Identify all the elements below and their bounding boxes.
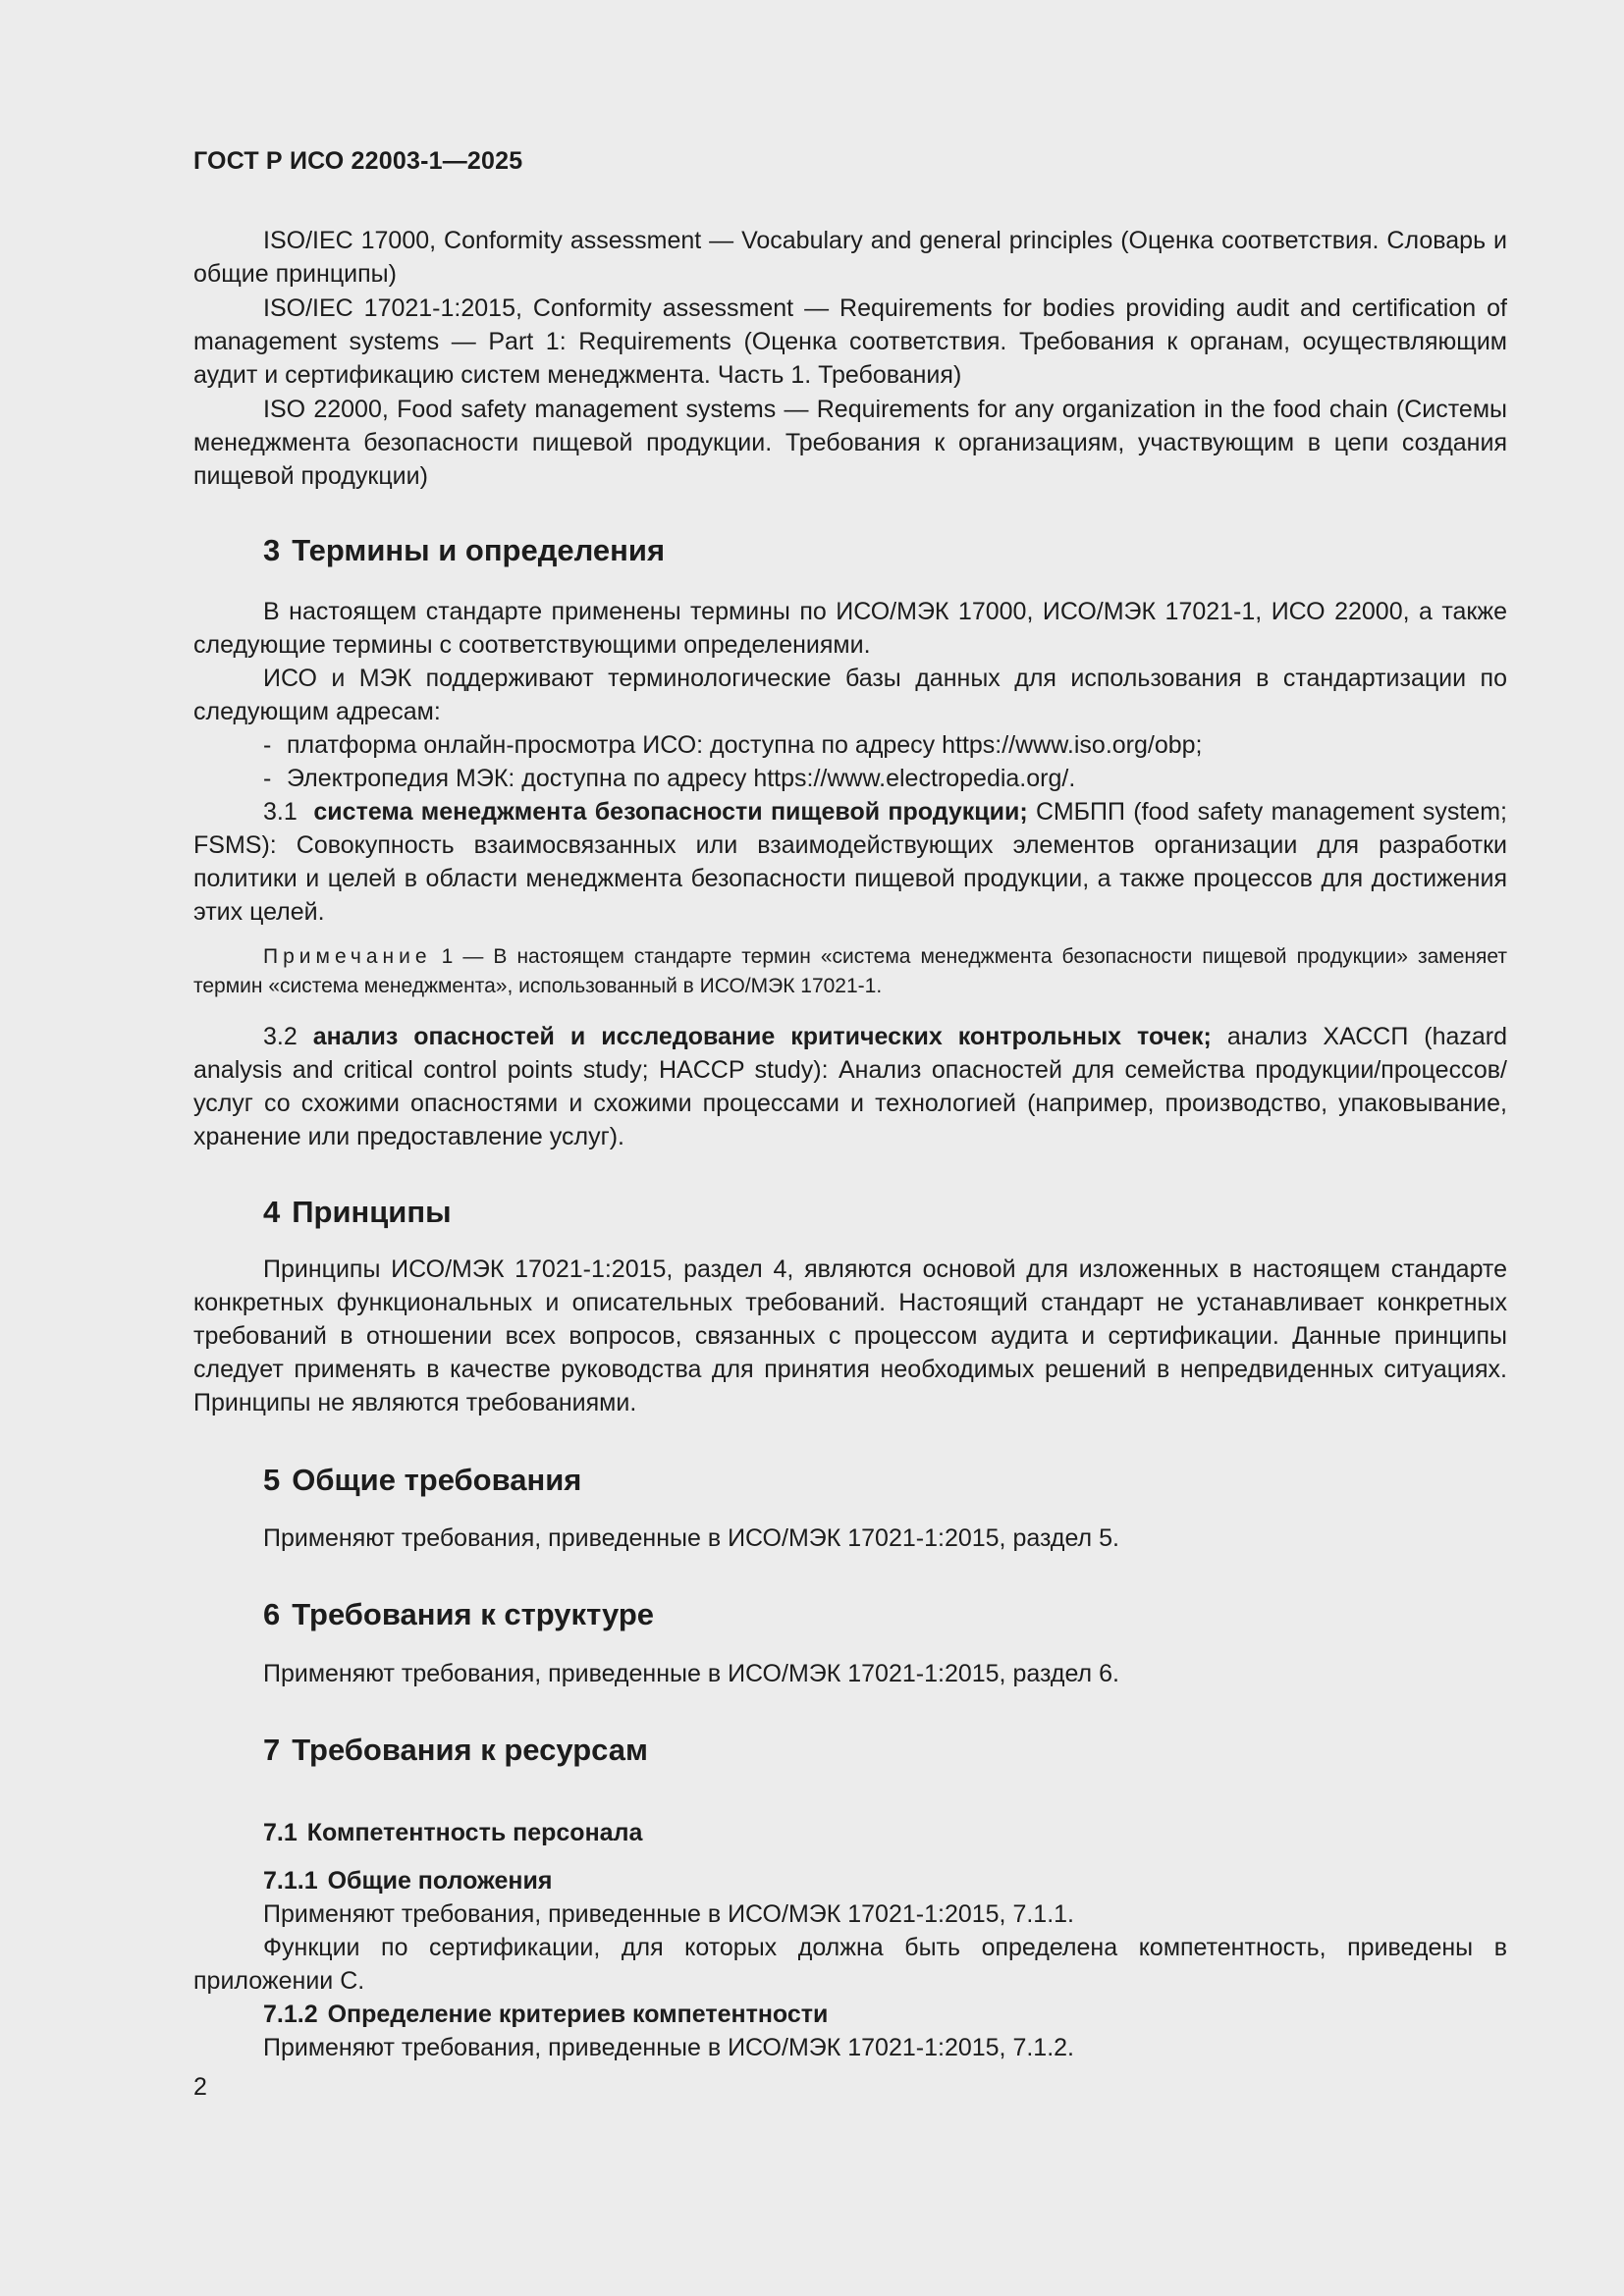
reference-item: ISO 22000, Food safety management systems — Requirements for any organization in the food chain (Системы менеджмента безопасности пищевой продукции. Требования к организациям, участвующим в цепи создания пищевой продукции)	[193, 396, 1507, 490]
list-item	[263, 728, 1507, 762]
term-definition	[193, 795, 1507, 929]
section-title: Термины и определения	[292, 533, 666, 567]
list-item-text: Электропедия МЭК: доступна по адресу https://www.electropedia.org/.	[287, 765, 1076, 792]
subsection-title: Общие положения	[327, 1867, 553, 1895]
term-definition-text: анализ ХАССП (hazard analysis and critical control points study; HACCP study): Анализ опасностей для семейства продукции/процессов/услуг со схожими опасностями и схожими процессами и технологией (например, производство, упаковывание, хранение или предоставление услуг).	[193, 1023, 1508, 1150]
term-definition	[193, 1020, 1507, 1153]
subsection-number: 7.1.1	[263, 1867, 318, 1895]
list-item-text: платформа онлайн-просмотра ИСО: доступна по адресу https://www.iso.org/obp;	[287, 731, 1203, 759]
section-number: 7	[263, 1733, 281, 1767]
subsection-heading	[263, 1816, 642, 1849]
paragraph: Применяют требования, приведенные в ИСО/МЭК 17021-1:2015, раздел 6.	[263, 1660, 1119, 1687]
subsection-title: Компетентность персонала	[306, 1819, 643, 1846]
section-title: Требования к ресурсам	[292, 1733, 648, 1767]
note-label: Примечание	[263, 945, 432, 968]
section-title: Принципы	[292, 1195, 452, 1229]
paragraph: Применяют требования, приведенные в ИСО/МЭК 17021-1:2015, 7.1.2.	[263, 2034, 1075, 2061]
bullet-dash: -	[263, 765, 272, 792]
section-heading	[263, 1461, 581, 1500]
note-text: 1 — В настоящем стандарте термин «система менеджмента безопасности пищевой продукции» заменяет термин «система менеджмента», использованный в ИСО/МЭК 17021-1.	[193, 945, 1507, 997]
section-number: 5	[263, 1463, 281, 1497]
term-number: 3.2	[263, 1023, 298, 1050]
subsection-number: 7.1.2	[263, 2001, 318, 2028]
section-number: 4	[263, 1195, 281, 1229]
document-header: ГОСТ Р ИСО 22003-1—2025	[193, 147, 523, 175]
paragraph: В настоящем стандарте применены термины по ИСО/МЭК 17000, ИСО/МЭК 17021-1, ИСО 22000, а также следующие термины с соответствующими определениями.	[193, 598, 1507, 659]
note	[193, 942, 1507, 1001]
section-heading	[263, 531, 665, 570]
section-number: 3	[263, 533, 281, 567]
subsection-heading	[263, 1864, 552, 1897]
reference-item: ISO/IEC 17000, Conformity assessment — Vocabulary and general principles (Оценка соответствия. Словарь и общие принципы)	[193, 227, 1507, 288]
subsection-number: 7.1	[263, 1819, 298, 1846]
page-number: 2	[193, 2073, 207, 2101]
subsection-heading	[263, 1998, 828, 2031]
paragraph: Функции по сертификации, для которых должна быть определена компетентность, приведены в приложении С.	[193, 1934, 1507, 1995]
subsection-title: Определение критериев компетентности	[327, 2001, 829, 2028]
section-heading	[263, 1193, 452, 1232]
bullet-dash: -	[263, 731, 272, 759]
section-heading	[263, 1595, 654, 1634]
term-definition-text: СМБПП (food safety management system; FSMS): Совокупность взаимосвязанных или взаимодействующих элементов организации для разработки политики и целей в области менеджмента безопасности пищевой продукции, а также процессов для достижения этих целей.	[193, 798, 1507, 926]
section-number: 6	[263, 1597, 281, 1631]
reference-item: ISO/IEC 17021-1:2015, Conformity assessment — Requirements for bodies providing audit and certification of management systems — Part 1: Requirements (Оценка соответствия. Требования к органам, осуществляющим аудит и сертификацию систем менеджмента. Часть 1. Требования)	[193, 294, 1507, 389]
term-name: анализ опасностей и исследование критических контрольных точек;	[312, 1023, 1212, 1050]
section-title: Общие требования	[292, 1463, 582, 1497]
paragraph: Принципы ИСО/МЭК 17021-1:2015, раздел 4, являются основой для изложенных в настоящем стандарте конкретных функциональных и описательных требований. Настоящий стандарт не устанавливает конкретных требований в отношении всех вопросов, связанных с процессом аудита и сертификации. Данные принципы следует применять в качестве руководства для принятия необходимых решений в непредвиденных ситуациях. Принципы не являются требованиями.	[193, 1255, 1507, 1416]
section-title: Требования к структуре	[292, 1597, 655, 1631]
section-heading	[263, 1731, 648, 1770]
paragraph: Применяют требования, приведенные в ИСО/МЭК 17021-1:2015, раздел 5.	[263, 1524, 1119, 1552]
list-item	[263, 762, 1507, 795]
paragraph: Применяют требования, приведенные в ИСО/МЭК 17021-1:2015, 7.1.1.	[263, 1900, 1075, 1928]
term-name: система менеджмента безопасности пищевой продукции;	[313, 798, 1028, 826]
term-number: 3.1	[263, 798, 298, 826]
paragraph: ИСО и МЭК поддерживают терминологические базы данных для использования в стандартизации по следующим адресам:	[193, 665, 1507, 725]
